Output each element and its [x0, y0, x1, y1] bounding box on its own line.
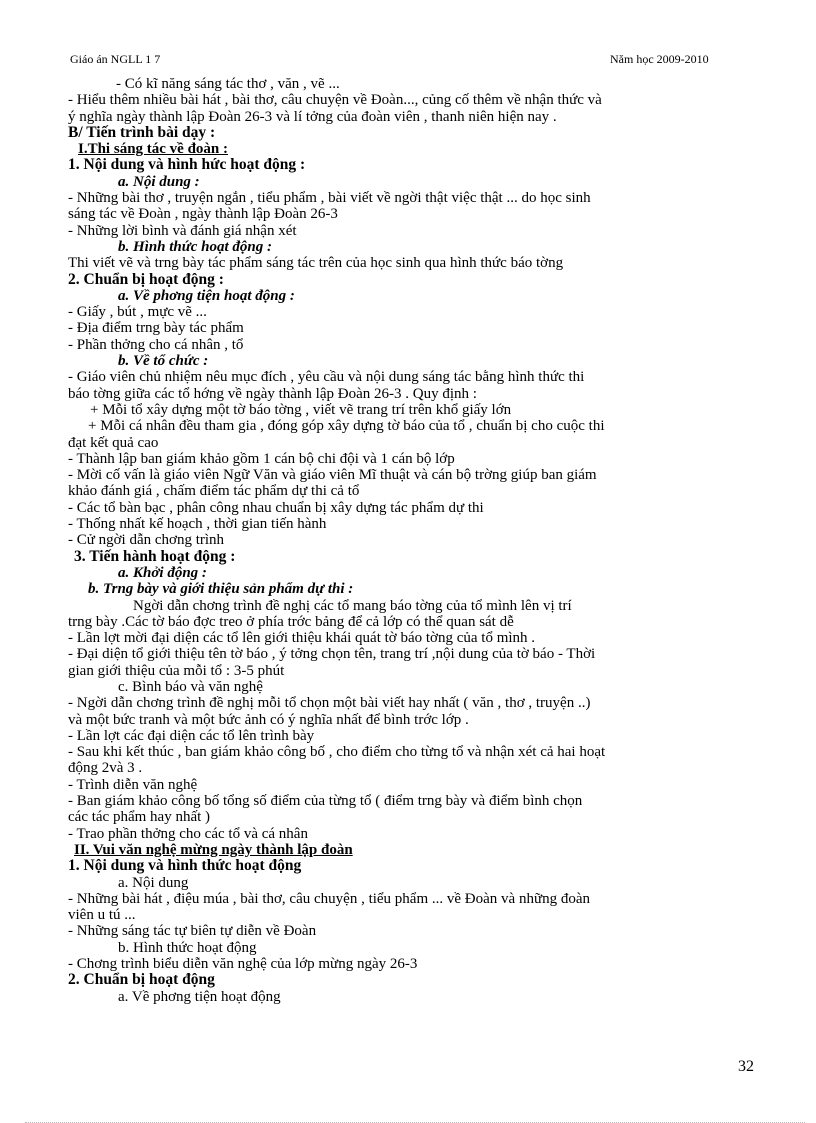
- section-heading: II. Vui văn nghệ mừng ngày thành lập đoàn: [74, 841, 353, 858]
- heading: 2. Chuẩn bị hoạt động :: [68, 271, 224, 288]
- text-line: - Các tổ bàn bạc , phân công nhau chuẩn bị xây dựng tác phẩm dự thi: [68, 499, 484, 516]
- text-line: - Lần lợt các đại diện các tổ lên trình bày: [68, 727, 315, 744]
- text-line: c. Bình báo và văn nghệ: [118, 678, 263, 695]
- text-line: - Hiểu thêm nhiều bài hát , bài thơ, câu chuyện về Đoàn..., củng cố thêm về nhận thức và: [68, 92, 602, 109]
- text-line: - Địa điểm trng bày tác phẩm: [68, 320, 244, 337]
- subheading: b. Hình thức hoạt động :: [118, 238, 273, 255]
- subheading: a. Nội dung: [118, 874, 189, 891]
- text-line: - Thành lập ban giám khảo gồm 1 cán bộ chi đội và 1 cán bộ lớp: [68, 450, 455, 467]
- text-line: - Giấy , bút , mực vẽ ...: [68, 304, 207, 321]
- text-line: - Những sáng tác tự biên tự diễn về Đoàn: [68, 923, 317, 940]
- subheading: b. Hình thức hoạt động: [118, 939, 257, 956]
- text-line: - Ngời dẫn chơng trình đề nghị mỗi tổ chọn một bài viết hay nhất ( văn , thơ , truyện ..): [68, 695, 591, 712]
- document-body: [68, 76, 758, 1005]
- text-line: động 2và 3 .: [68, 760, 143, 777]
- subheading: a. Nội dung :: [118, 173, 200, 190]
- text-line: báo tờng giữa các tổ hớng về ngày thành lập Đoàn 26-3 . Quy định :: [68, 385, 477, 402]
- text-line: sáng tác về Đoàn , ngày thành lập Đoàn 26-3: [68, 206, 338, 223]
- section-heading: B/ Tiến trình bài dạy :: [68, 124, 216, 141]
- text-line: - Có kĩ năng sáng tác thơ , văn , vẽ ...: [116, 76, 340, 92]
- text-line: viên u tú ...: [68, 907, 136, 924]
- text-line: - Thống nhất kế hoạch , thời gian tiến hành: [68, 516, 327, 533]
- subheading: a. Về phơng tiện hoạt động: [118, 988, 281, 1005]
- heading: 1. Nội dung và hình thức hoạt động: [68, 858, 302, 875]
- text-line: - Cử ngời dẫn chơng trình: [68, 532, 225, 549]
- heading: 1. Nội dung và hình hức hoạt động :: [68, 157, 306, 174]
- text-line: khảo đánh giá , chấm điểm tác phẩm dự thi cả tổ: [68, 483, 360, 500]
- subheading: a. Về phơng tiện hoạt động :: [118, 287, 295, 304]
- header-right: Năm học 2009-2010: [610, 52, 709, 66]
- subheading: a. Khởi động :: [118, 564, 207, 581]
- text-line: - Ban giám khảo công bố tổng số điểm của từng tổ ( điểm trng bày và điểm bình chọn: [68, 793, 583, 810]
- text-line: - Giáo viên chủ nhiệm nêu mục đích , yêu cầu và nội dung sáng tác bằng hình thức thi: [68, 369, 585, 386]
- text-line: trng bày .Các tờ báo đợc treo ở phía trớc bảng để cả lớp có thể quan sát dễ: [68, 613, 514, 630]
- text-line: - Phần thởng cho cá nhân , tổ: [68, 336, 244, 353]
- heading: 2. Chuẩn bị hoạt động: [68, 972, 215, 989]
- text-line: Thi viết vẽ và trng bày tác phẩm sáng tác trên của học sinh qua hình thức báo tờng: [68, 255, 564, 272]
- text-line: - Trình diễn văn nghệ: [68, 776, 198, 793]
- subheading: b. Trng bày và giới thiệu sản phẩm dự thi :: [88, 581, 354, 598]
- text-line: - Mời cố vấn là giáo viên Ngữ Văn và giáo viên Mĩ thuật và cán bộ trờng giúp ban giám: [68, 467, 597, 484]
- text-line: - Đại diện tổ giới thiệu tên tờ báo , ý tởng chọn tên, trang trí ,nội dung của tờ báo - Thời: [68, 646, 596, 663]
- subheading: b. Về tổ chức :: [118, 353, 209, 370]
- text-line: và một bức tranh và một bức ảnh có ý nghĩa nhất để bình trớc lớp .: [68, 711, 469, 728]
- header-left: Giáo án NGLL 1 7: [70, 52, 161, 66]
- text-line: - Những bài thơ , truyện ngắn , tiểu phẩm , bài viết về ngời thật việc thật ... do học sinh: [68, 190, 591, 207]
- text-line: Ngời dẫn chơng trình đề nghị các tổ mang báo tờng của tổ mình lên vị trí: [133, 597, 572, 614]
- text-line: - Lần lợt mời đại diện các tổ lên giới thiệu khái quát tờ báo tờng của tổ mình .: [68, 630, 536, 647]
- text-line: đạt kết quả cao: [68, 434, 159, 451]
- text-line: ý nghĩa ngày thành lập Đoàn 26-3 và lí tởng của đoàn viên , thanh niên hiện nay .: [68, 108, 557, 125]
- subsection-heading: I.Thi sáng tác về đoàn :: [78, 141, 229, 158]
- heading: 3. Tiến hành hoạt động :: [74, 548, 236, 565]
- text-line: - Trao phần thởng cho các tổ và cá nhân: [68, 825, 308, 842]
- text-line: gian giới thiệu của mỗi tổ : 3-5 phút: [68, 662, 285, 679]
- text-line: - Những bài hát , điệu múa , bài thơ, câu chuyện , tiểu phẩm ... về Đoàn và những đoàn: [68, 890, 590, 907]
- text-line: - Những lời bình và đánh giá nhận xét: [68, 222, 297, 239]
- page-number: 32: [738, 1058, 754, 1075]
- text-line: các tác phẩm hay nhất ): [68, 809, 211, 826]
- text-line: + Mỗi cá nhân đều tham gia , đóng góp xây dựng tờ báo của tổ , chuẩn bị cho cuộc thi: [88, 418, 605, 435]
- text-line: - Chơng trình biểu diễn văn nghệ của lớp mừng ngày 26-3: [68, 956, 418, 973]
- text-line: - Sau khi kết thúc , ban giám khảo công bố , cho điểm cho từng tổ và nhận xét cả hai hoạt: [68, 744, 606, 761]
- text-line: + Mỗi tổ xây dựng một tờ báo tờng , viết vẽ trang trí trên khổ giấy lớn: [90, 401, 512, 418]
